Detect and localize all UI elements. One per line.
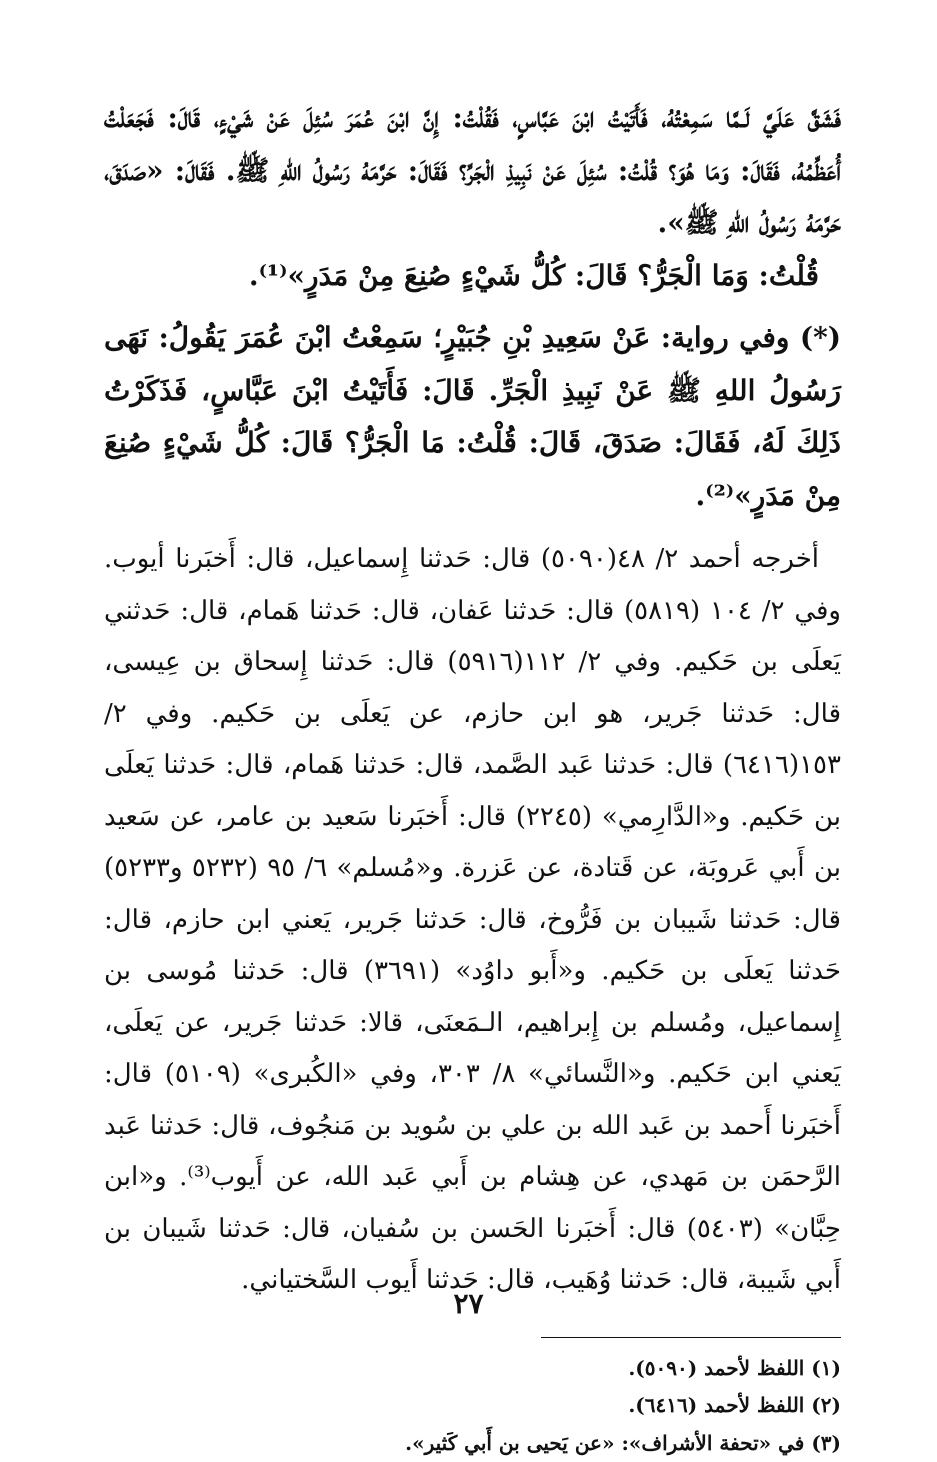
footnotes xyxy=(104,1350,841,1462)
hadith-paragraph-1: فَشَقَّ عَلَيَّ لَـمَّا سَمِعْتُهُ، فَأَتَيْتُ ابْنَ عَبَّاسٍ، فَقُلْتُ: إِنَّ ابْنَ عُمَرَ سُئِلَ عَنْ شَيْءٍ، قَالَ: فَجَعَلْتُ أُعَظِّمُهُ، فَقَالَ: وَمَا هُوَ؟ قُلْتُ: سُئِلَ عَنْ نَبِيذِ الْجَرِّ؟ فَقَالَ: حَرَّمَهُ رَسُولُ اللهِ ﷺ. فَقَالَ: «صَدَقَ، حَرَّمَهُ رَسُولُ اللهِ ﷺ». xyxy=(104,92,841,250)
takhrij-paragraph: أخرجه أحمد ٢/ ٤٨(٥٠٩٠) قال: حَدثنا إِسماعيل، قال: أَخبَرنا أيوب. وفي ٢/ ١٠٤ (٥٨١٩) قال: حَدثنا عَفان، قال: حَدثنا هَمام، قال: حَدثني يَعلَى بن حَكيم. وفي ٢/ ١١٢(٥٩١٦) قال: حَدثنا إِسحاق بن عِيسى، قال: حَدثنا جَرير، هو ابن حازم، عن يَعلَى بن حَكيم. وفي ٢/ ١٥٣(٦٤١٦) قال: حَدثنا عَبد الصَّمد، قال: حَدثنا هَمام، قال: حَدثنا يَعلَى بن حَكيم. و«الدَّارِمي» (٢٢٤٥) قال: أَخبَرنا سَعيد بن عامر، عن سَعيد بن أَبي عَروبَة، عن قَتادة، عن عَزرة. و«مُسلم» ٦/ ٩٥ (٥٢٣٢ و٥٢٣٣) قال: حَدثنا شَيبان بن فَرُّوخ، قال: حَدثنا جَرير، يَعني ابن حازم، قال: حَدثنا يَعلَى بن حَكيم. و«أَبو داوُد» (٣٦٩١) قال: حَدثنا مُوسى بن إِسماعيل، ومُسلم بن إِبراهيم، الـمَعنَى، قالا: حَدثنا جَرير، عن يَعلَى، يَعني ابن حَكيم. و«النَّسائي» ٨/ ٣٠٣، وفي «الكُبرى» (٥١٠٩) قال: أَخبَرنا أَحمد بن عَبد الله بن علي بن سُويد بن مَنجُوف، قال: حَدثنا عَبد الرَّحمَن بن مَهدي، عن هِشام بن أَبي عَبد الله، عن أَيوب⁽³⁾. و«ابن حِبَّان» (٥٤٠٣) قال: أَخبَرنا الحَسن بن سُفيان، قال: حَدثنا شَيبان بن أَبي شَيبة، قال: حَدثنا وُهَيب، قال: حَدثنا أَيوب السَّختياني. xyxy=(104,534,841,1307)
footnote-1: (١) اللفظ لأحمد (٥٠٩٠). xyxy=(104,1350,841,1388)
footnote-2: (٢) اللفظ لأحمد (٦٤١٦). xyxy=(104,1387,841,1425)
footnote-3: (٣) في «تحفة الأشراف»: «عن يَحيى بن أَبي كَثير». xyxy=(104,1425,841,1462)
page-number: ٢٧ xyxy=(0,1287,937,1320)
page-body xyxy=(104,92,841,1364)
footnote-divider xyxy=(541,1337,841,1338)
hadith-paragraph-2: قُلْتُ: وَمَا الْجَرُّ؟ قَالَ: كُلُّ شَيْءٍ صُنِعَ مِنْ مَدَرٍ»⁽¹⁾. xyxy=(104,250,841,303)
riwaya-paragraph: (*) وفي رواية: عَنْ سَعِيدِ بْنِ جُبَيْرٍ؛ سَمِعْتُ ابْنَ عُمَرَ يَقُولُ: نَهَى رَسُولُ اللهِ ﷺ عَنْ نَبِيذِ الْجَرِّ. قَالَ: فَأَتَيْتُ ابْنَ عَبَّاسٍ، فَذَكَرْتُ ذَلِكَ لَهُ، فَقَالَ: صَدَقَ، قَالَ: قُلْتُ: مَا الْجَرُّ؟ قَالَ: كُلُّ شَيْءٍ صُنِعَ مِنْ مَدَرٍ»⁽²⁾. xyxy=(104,312,841,522)
